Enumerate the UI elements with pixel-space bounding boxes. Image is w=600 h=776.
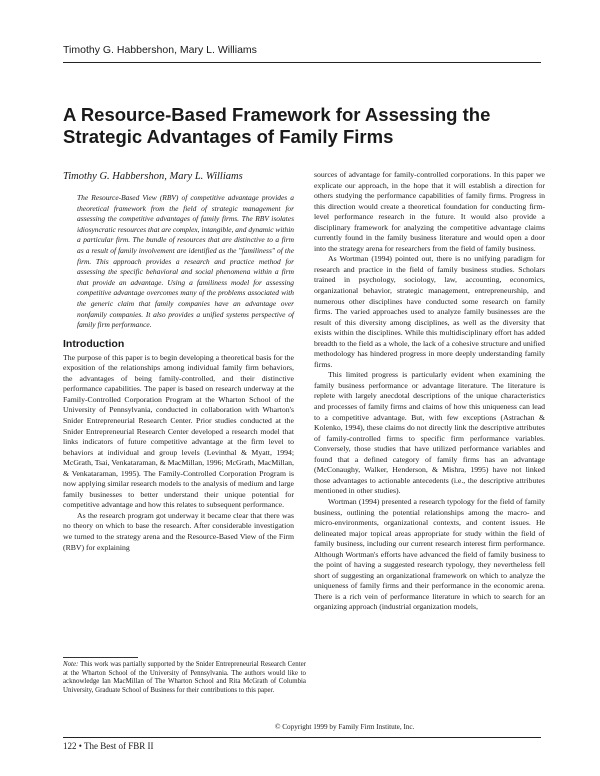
copyright-line: © Copyright 1999 by Family Firm Institute, Inc. [275, 723, 415, 731]
paragraph: Wortman (1994) presented a research typology for the field of family business, outlining the potential relationships among the macro- and micro-environments, organizational contexts, and content issues. He delineated major topical areas appropriate for study within the field of family business, including our current research interest firm performance. Although Wortman's efforts have advanced the field of family business to the point of having a suggested research typology, they nevertheless fell short of suggesting an organizational framework on which to analyze the uniqueness of family firms and their performance in the economic arena. There is a rich vein of performance literature in which to search for an organizing approach (industrial organization models, [314, 496, 545, 612]
right-column [314, 170, 545, 613]
page-footer: 122 • The Best of FBR II [63, 741, 154, 751]
footnote-rule [63, 657, 138, 658]
paragraph: This limited progress is particularly evident when examining the family business performance or advantage literature. The literature is replete with largely anecdotal descriptions of the unique characteristics and processes of family firms and claims of how this uniqueness can lead to a competitive advantage. But, with few exceptions (Astrachan & Kolenko, 1994), these claims do not directly link the descriptive attributes of family-controlled firms to specific firm performance variables. Conversely, those studies that have utilized performance variables and found that a defined category of family firms has an advantage (McConaughy, Walker, Henderson, & Mishra, 1995) have not linked those advantages to actionable antecedents (i.e., the descriptive attributes mentioned in other studies). [314, 370, 545, 496]
left-column [63, 170, 294, 553]
paragraph: As the research program got underway it became clear that there was no theory on which to base the research. After considerable investigation we turned to the strategy arena and the Resource-Based View of the Firm (RBV) for explaining [63, 510, 294, 552]
article-title: A Resource-Based Framework for Assessing the Strategic Advantages of Family Firms [63, 104, 491, 147]
section-heading-introduction: Introduction [63, 337, 125, 350]
footnote-label: Note: [63, 661, 79, 668]
paragraph: sources of advantage for family-controlled corporations. In this paper we explicate our approach, in the hope that it will establish a direction for others studying the performance capabilities of family firms. Progress in this direction would create a theoretical foundation for conducting firm-level performance research in the future. It would also provide a disciplinary framework for analyzing the competitive advantage claims currently found in the family business literature and would open a door into the strategy arena for researchers from the field of family business. [314, 170, 545, 253]
author-byline: Timothy G. Habbershon, Mary L. Williams [63, 171, 243, 182]
running-head: Timothy G. Habbershon, Mary L. Williams [63, 44, 257, 56]
paragraph: The purpose of this paper is to begin developing a theoretical basis for the exposition of the relationships among individual family firm behaviors, the advantages of being family-controlled, and their distinctive performance capabilities. The paper is based on research underway at the Family-Controlled Corporation Program at the Wharton School of the University of Pennsylvania, conducted in collaboration with Wharton's Snider Entrepreneurial Research Center. Prior studies conducted at the Snider Entrepreneurial Research Center developed a research model that links indicators of future competitive advantage at the firm level to behaviors at individual and group levels (Levinthal & Myatt, 1994; McGrath, Tsai, Venkataraman, & MacMillan, 1996; McGrath, MacMillan, & Venkataraman, 1995). The Family-Controlled Corporation Program is now applying similar research models to the analysis of medium and large family businesses to better understand their unique potential for competitive advantage and how this relates to subsequent performance. [63, 352, 294, 510]
footnote-text: This work was partially supported by the Snider Entrepreneurial Research Center at the Wharton School of the University of Pennsylvania. The authors would like to acknowledge Ian MacMillan of The Wharton School and Rita McGrath of Columbia University, Graduate School of Business for their contributions to this paper. [63, 661, 306, 694]
paragraph: As Wortman (1994) pointed out, there is no unifying paradigm for research and practice in the field of family business studies. Scholars trained in psychology, sociology, law, accounting, economics, organizational behavior, strategic management, entrepreneurship, and numerous other disciplines have conducted some research on family firms. The varied approaches used to analyze family businesses are the result of this diversity among disciplines, as well as the diversity that exists within the disciplines. While this multidisciplinary effort has added breadth to the field as a whole, the lack of a cohesive structure and unified methodology has hindered progress in more deeply understanding family firms. [314, 254, 545, 369]
header-rule [63, 62, 541, 63]
footnote [63, 661, 306, 695]
abstract: The Resource-Based View (RBV) of competitive advantage provides a theoretical framework from the field of strategic management for assessing the competitive advantages of family firms. The RBV isolates idiosyncratic resources that are complex, intangible, and dynamic within a particular firm. The bundle of resources that are distinctive to a firm as a result of family involvement are identified as the "familiness" of the firm. This approach provides a research and practice method for assessing the specific behavioral and social phenomena within a firm that provide an advantage. Using a familiness model for assessing competitive advantage overcomes many of the problems associated with the generic claim that family companies have an advantage over nonfamily companies. It also provides a unified systems perspective of family firm performance. [77, 193, 294, 330]
footer-rule [63, 737, 541, 738]
